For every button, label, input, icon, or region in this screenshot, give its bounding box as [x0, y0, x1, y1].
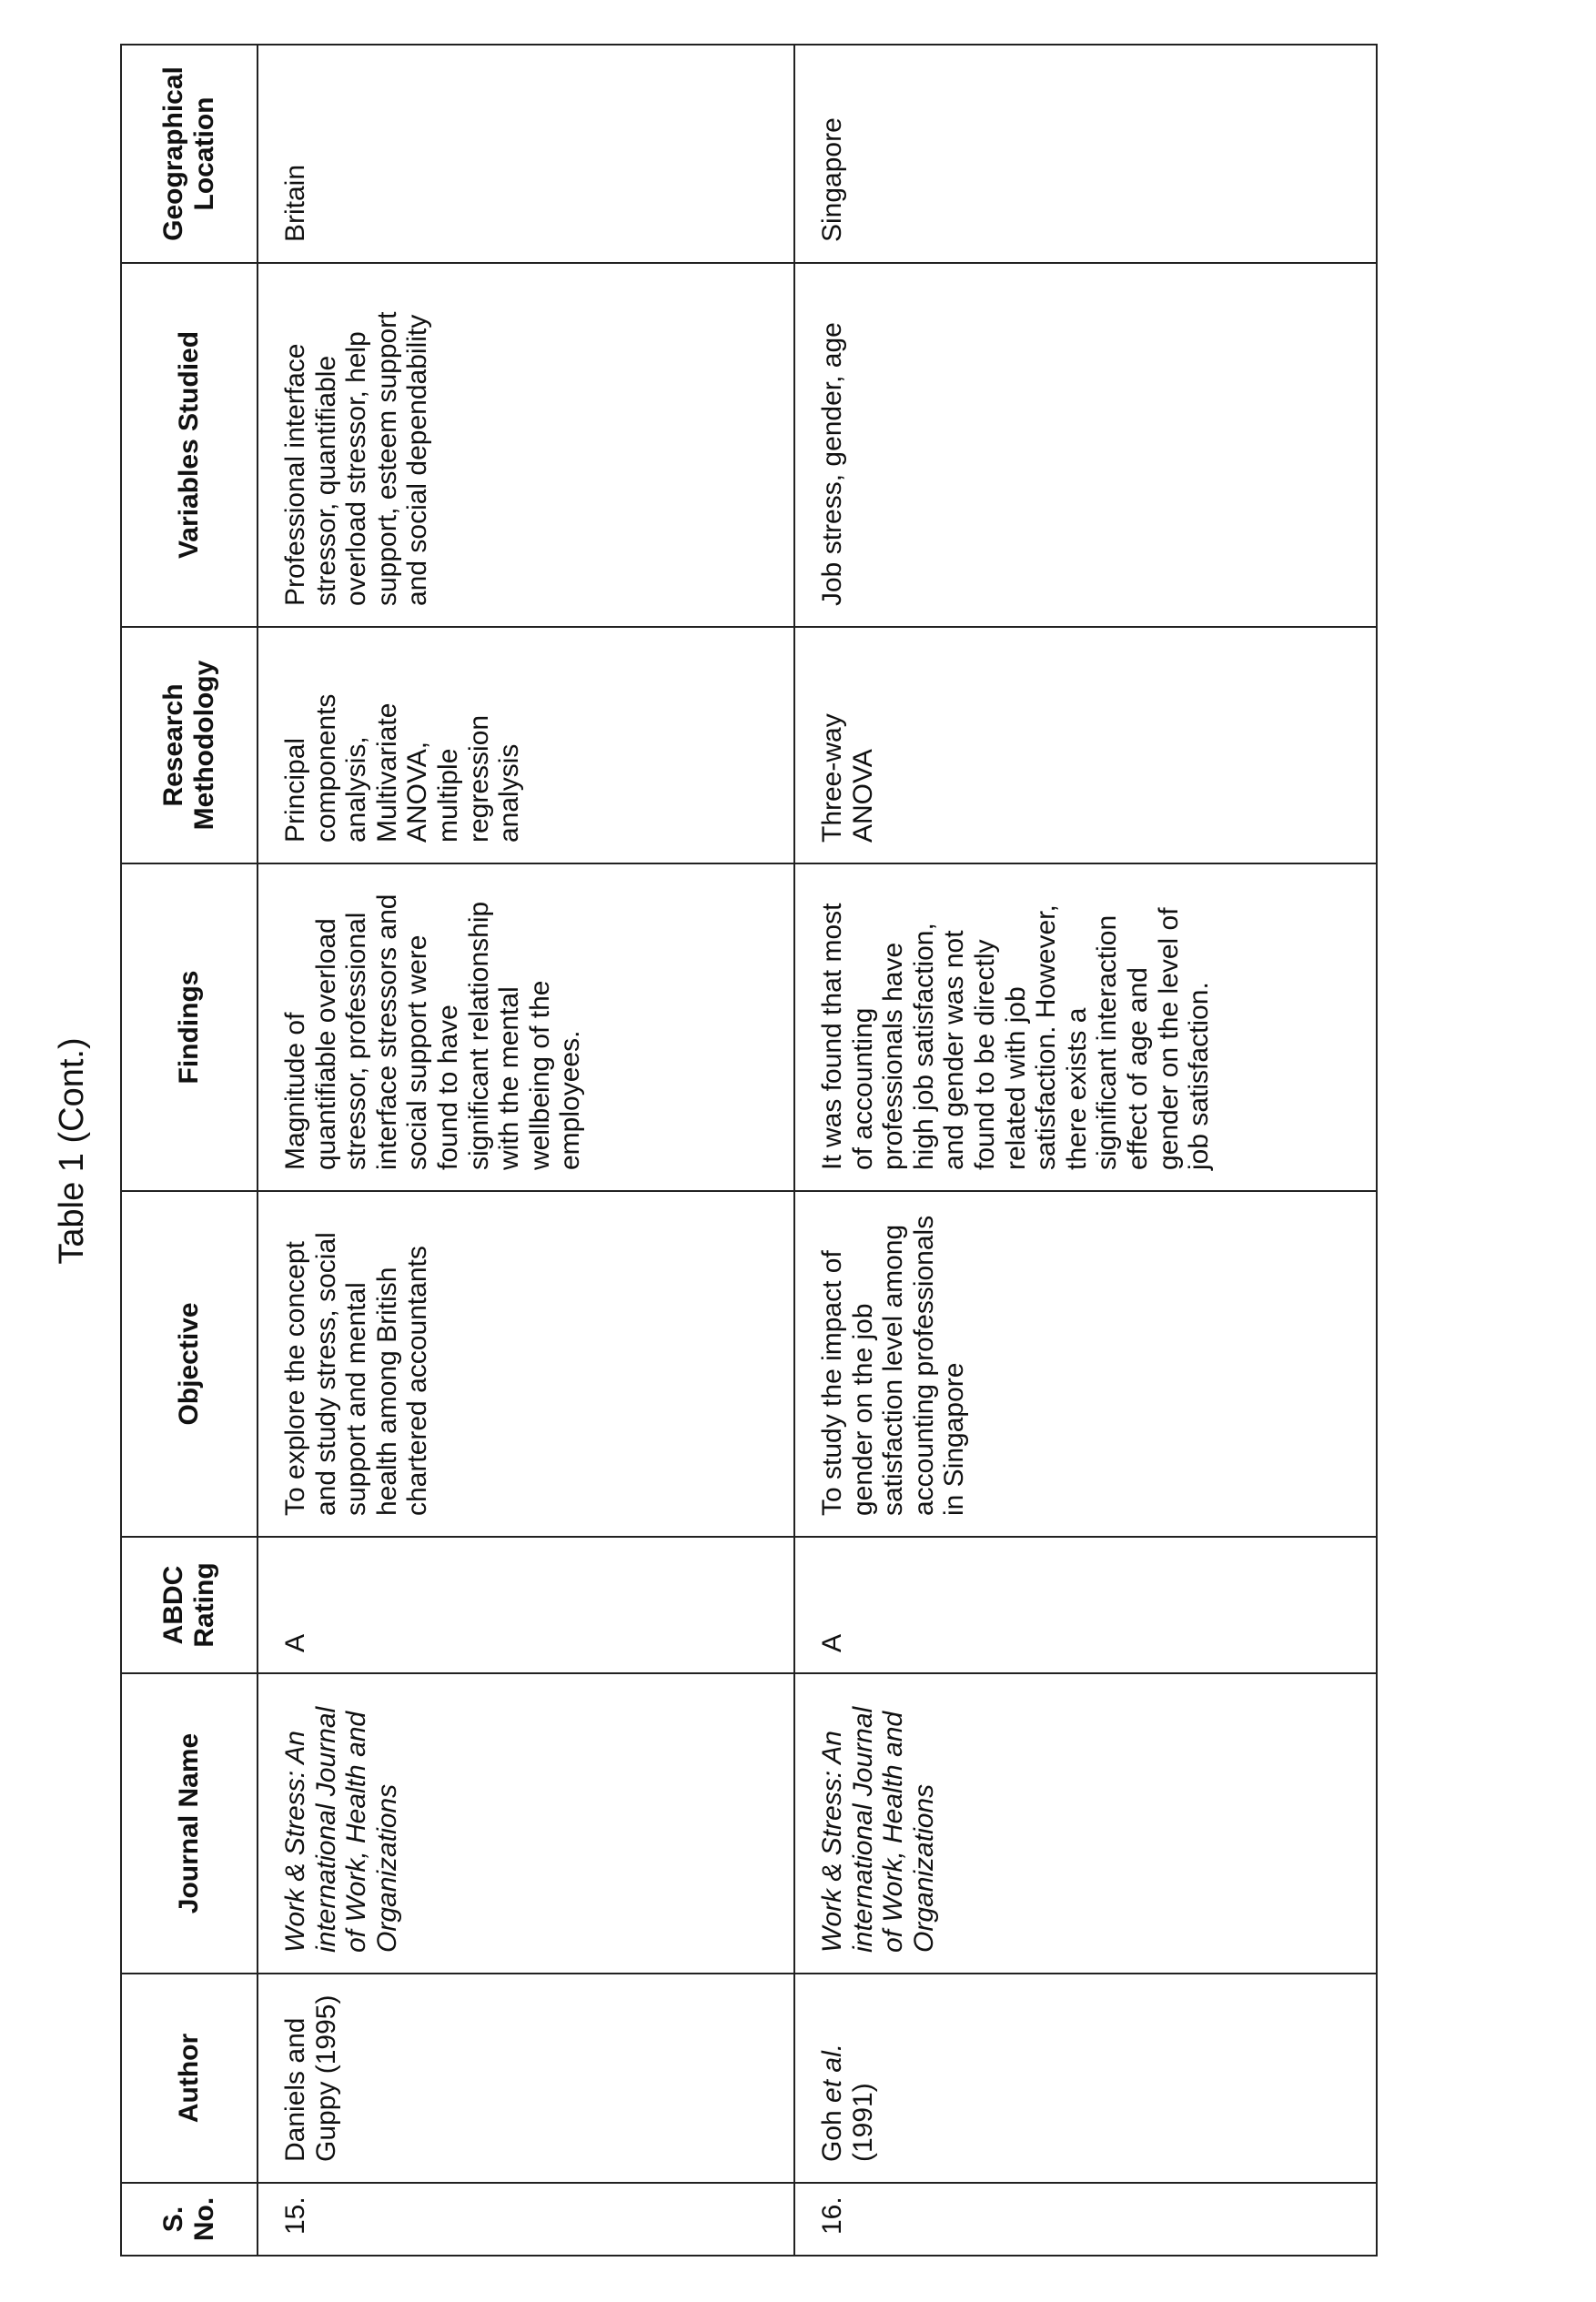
header-location: Geographical Location	[121, 45, 258, 263]
cell-author: Daniels and Guppy (1995)	[258, 1974, 794, 2183]
table-header-row	[121, 45, 258, 2256]
table-caption: Table 1 (Cont.)	[53, 1037, 91, 1265]
cell-location: Britain	[258, 45, 794, 263]
cell-sno: 16.	[794, 2183, 1377, 2256]
header-author: Author	[121, 1974, 258, 2183]
cell-author	[794, 1974, 1377, 2183]
header-sno: S. No.	[121, 2183, 258, 2256]
cell-variables: Job stress, gender, age	[794, 263, 1377, 627]
header-abdc: ABDC Rating	[121, 1537, 258, 1673]
cell-methodology: Principal components analysis, Multivariate ANOVA, multiple regression analysis	[258, 627, 794, 863]
cell-journal: Work & Stress: An international Journal of Work, Health and Organizations	[794, 1673, 1377, 1974]
cell-findings: It was found that most of accounting professionals have high job satisfaction, and gender was not found to be directly related with job satisfaction. However, there exists a significant interaction effect of age and gender on the level of job satisfaction.	[794, 863, 1377, 1191]
cell-findings: Magnitude of quantifiable overload stressor, professional interface stressors and social support were found to have significant relationship with the mental wellbeing of the employees.	[258, 863, 794, 1191]
header-journal: Journal Name	[121, 1673, 258, 1974]
cell-abdc: A	[258, 1537, 794, 1673]
author-name: Goh	[817, 2110, 847, 2162]
cell-objective: To study the impact of gender on the job satisfaction level among accounting professionals in Singapore	[794, 1191, 1377, 1537]
header-variables: Variables Studied	[121, 263, 258, 627]
header-findings: Findings	[121, 863, 258, 1191]
author-year: (1991)	[847, 2083, 878, 2162]
cell-location: Singapore	[794, 45, 1377, 263]
cell-variables: Professional interface stressor, quantifiable overload stressor, help support, esteem support and social dependability	[258, 263, 794, 627]
header-methodology: Research Methodology	[121, 627, 258, 863]
cell-objective: To explore the concept and study stress, social support and mental health among British chartered accountants	[258, 1191, 794, 1537]
cell-journal: Work & Stress: An international Journal of Work, Health and Organizations	[258, 1673, 794, 1974]
cell-abdc: A	[794, 1537, 1377, 1673]
table-row	[794, 45, 1377, 2256]
table-row	[258, 45, 794, 2256]
cell-methodology: Three-way ANOVA	[794, 627, 1377, 863]
header-objective: Objective	[121, 1191, 258, 1537]
literature-review-table	[120, 44, 1378, 2257]
author-etal: et al.	[817, 2043, 847, 2103]
cell-sno: 15.	[258, 2183, 794, 2256]
